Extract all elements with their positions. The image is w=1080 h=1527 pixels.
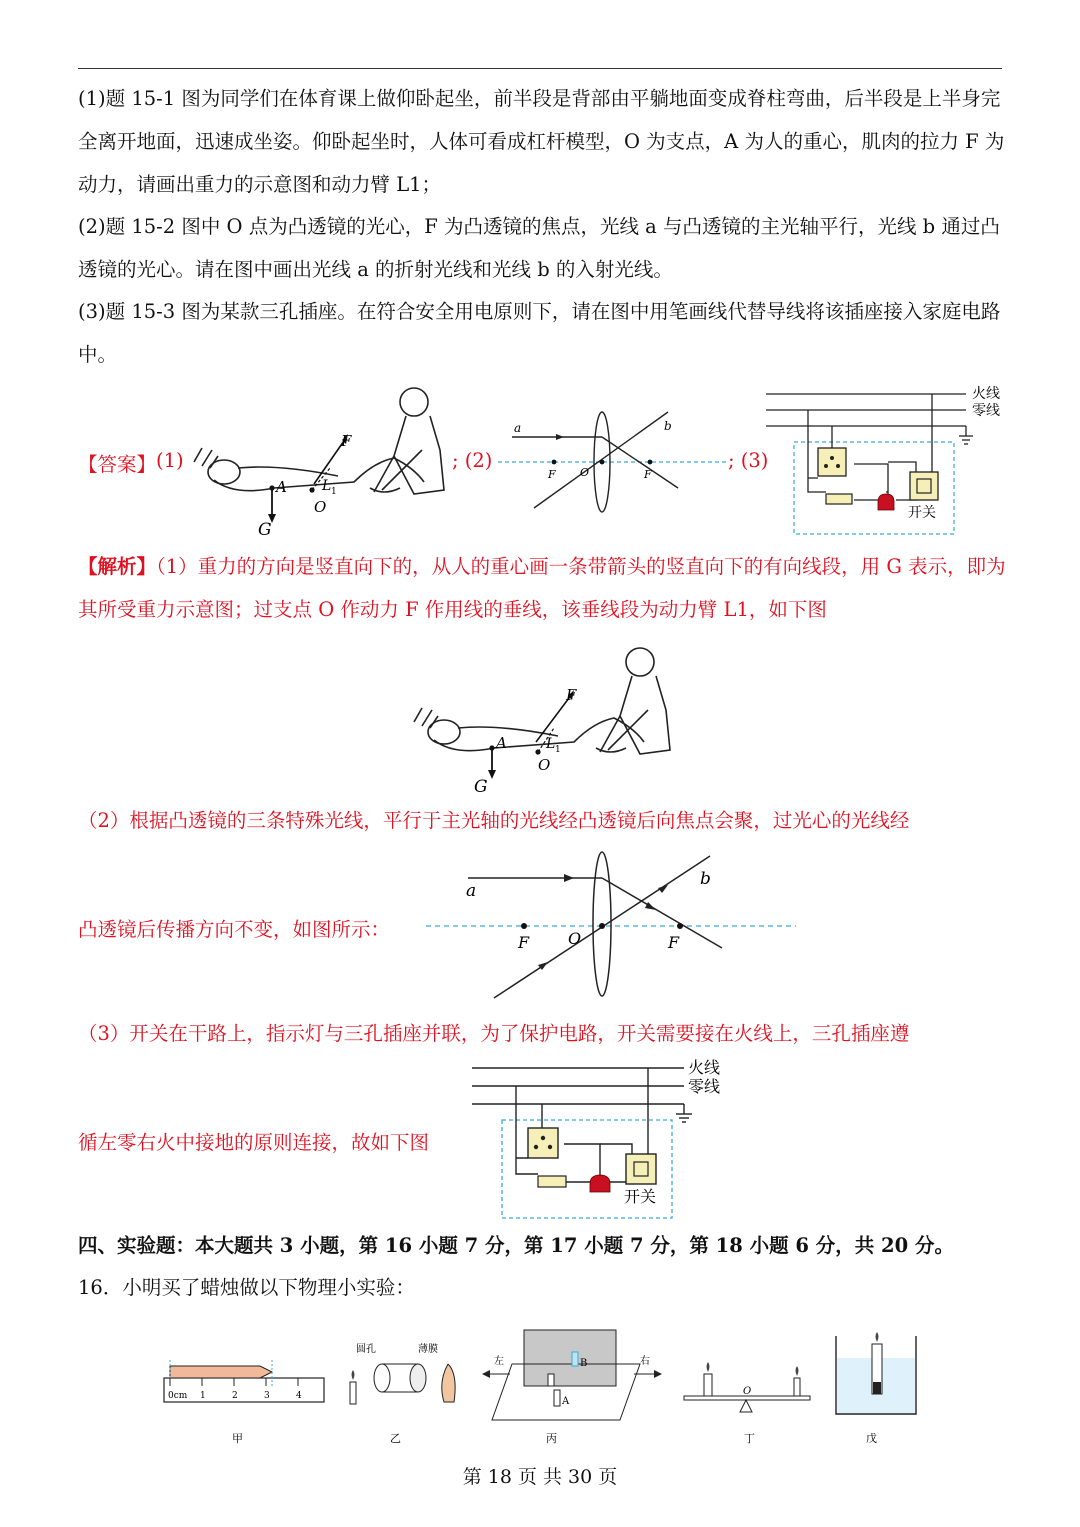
candle-water-figure bbox=[836, 1332, 916, 1445]
pinhole-label: 圆孔 bbox=[356, 1344, 376, 1355]
answer-num-2: ; (2) bbox=[452, 449, 493, 472]
film-label: 薄膜 bbox=[418, 1344, 438, 1355]
candle-a-label: A bbox=[562, 1396, 570, 1407]
pivot-label-2: O bbox=[538, 756, 551, 774]
caption-ding: 丁 bbox=[744, 1432, 755, 1445]
pivot-label: O bbox=[314, 498, 327, 516]
candle-seesaw-figure bbox=[684, 1362, 810, 1445]
optical-center-label: O bbox=[580, 466, 590, 479]
focus-left-label: F bbox=[548, 468, 556, 481]
ray-a-label-2: a bbox=[466, 881, 477, 901]
question-15-part3: (3)题 15-3 图为某款三孔插座。在符合安全用电原则下，请在图中用笔画线代替导线将该插座接入家庭电路中。 bbox=[78, 300, 1001, 366]
page-footer: 第 18 页 共 30 页 bbox=[462, 1466, 618, 1488]
force-label: F bbox=[341, 432, 352, 450]
lever-arm-label: L bbox=[322, 478, 332, 494]
neutral-wire-label-2: 零线 bbox=[688, 1077, 721, 1096]
lever-arm-label-2: L bbox=[546, 736, 556, 752]
lever-arm-subscript-2: 1 bbox=[555, 745, 561, 755]
left-label: 左 bbox=[494, 1356, 504, 1367]
right-label: 右 bbox=[640, 1356, 650, 1367]
analysis-part2a: （2）根据凸透镜的三条特殊光线，平行于主光轴的光线经凸透镜后向焦点会聚，过光心的光线经 bbox=[78, 809, 910, 832]
pinhole-figure bbox=[350, 1342, 455, 1445]
neutral-wire-label: 零线 bbox=[972, 403, 1000, 419]
ruler-tick-4: 4 bbox=[296, 1391, 302, 1401]
gravity-label-2: G bbox=[474, 777, 488, 797]
caption-bing: 丙 bbox=[546, 1432, 557, 1445]
lever-arm-subscript: 1 bbox=[331, 487, 337, 497]
live-wire-label-2: 火线 bbox=[688, 1058, 721, 1077]
ray-b-label: b bbox=[664, 419, 672, 433]
lens-analysis-figure bbox=[426, 850, 798, 1002]
ruler-tick-1: 1 bbox=[200, 1391, 206, 1401]
gravity-label: G bbox=[258, 520, 272, 540]
question-15-part2: (2)题 15-2 图中 O 点为凸透镜的光心，F 为凸透镜的焦点，光线 a 与凸透镜的主光轴平行，光线 b 通过凸透镜的光心。请在图中画出光线 a 的折射光线和光线 b 的入射光线。 bbox=[78, 215, 1000, 281]
center-of-mass-label-2: A bbox=[496, 734, 507, 752]
section-4-heading: 四、实验题：本大题共 3 小题，第 16 小题 7 分，第 17 小题 7 分，第 18 小题 6 分，共 20 分。 bbox=[78, 1234, 954, 1257]
answer-tag: 【答案】 bbox=[78, 453, 157, 476]
situp-lever-figure bbox=[184, 380, 452, 540]
analysis-tag: 【解析】 bbox=[78, 555, 157, 578]
ruler-tick-3: 3 bbox=[264, 1391, 270, 1401]
force-label-2: F bbox=[566, 686, 577, 704]
ray-a-label: a bbox=[514, 421, 522, 435]
focus-right-label: F bbox=[644, 468, 652, 481]
header-rule bbox=[78, 68, 1002, 69]
live-wire-label: 火线 bbox=[972, 386, 1000, 402]
seesaw-pivot-label: O bbox=[743, 1386, 752, 1397]
plane-mirror-figure bbox=[482, 1330, 662, 1445]
analysis-part1 bbox=[78, 545, 1008, 631]
image-b-label: B bbox=[580, 1358, 588, 1369]
caption-wu: 戊 bbox=[866, 1432, 877, 1445]
ruler-candle-figure bbox=[164, 1360, 324, 1445]
switch-label: 开关 bbox=[908, 505, 936, 521]
analysis-part3b: 循左零右火中接地的原则连接，故如下图 bbox=[78, 1131, 430, 1154]
answer-num-3: ; (3) bbox=[728, 449, 769, 472]
question-15-part1: (1)题 15-1 图为同学们在体育课上做仰卧起坐，前半段是背部由平躺地面变成脊柱弯曲，后半段是上半身完全离开地面，迅速成坐姿。仰卧起坐时，人体可看成杠杆模型，O 为支点，A 为人的重心，肌肉的拉力 F 为动力，请画出重力的示意图和动力臂 L1； bbox=[78, 87, 1005, 196]
q16-experiment-figures bbox=[160, 1330, 930, 1450]
switch-label-2: 开关 bbox=[624, 1187, 657, 1206]
answer-num-1: (1) bbox=[156, 449, 184, 472]
ray-b-label-2: b bbox=[700, 869, 711, 889]
optical-center-label-2: O bbox=[568, 929, 582, 948]
center-of-mass-label: A bbox=[276, 478, 287, 496]
lens-answer-figure bbox=[498, 410, 728, 530]
analysis-part2b: 凸透镜后传播方向不变，如图所示： bbox=[78, 918, 391, 941]
focus-left-label-2: F bbox=[518, 933, 530, 952]
ruler-tick-0: 0cm bbox=[168, 1391, 188, 1401]
circuit-answer-figure bbox=[766, 384, 1006, 536]
situp-analysis-figure bbox=[404, 640, 680, 800]
focus-right-label-2: F bbox=[668, 933, 680, 952]
ruler-tick-2: 2 bbox=[232, 1391, 238, 1401]
circuit-analysis-figure bbox=[472, 1058, 734, 1222]
analysis-part3a: （3）开关在干路上，指示灯与三孔插座并联，为了保护电路，开关需要接在火线上，三孔插座遵 bbox=[78, 1022, 910, 1045]
analysis-part1-text: （1）重力的方向是竖直向下的，从人的重心画一条带箭头的竖直向下的有向线段，用 G 表示，即为其所受重力示意图；过支点 O 作动力 F 作用线的垂线，该垂线段为动力臂 L1，如下图 bbox=[78, 555, 1006, 621]
caption-jia: 甲 bbox=[232, 1432, 243, 1445]
question-16: 16．小明买了蜡烛做以下物理小实验： bbox=[78, 1276, 415, 1299]
caption-yi: 乙 bbox=[390, 1432, 401, 1445]
